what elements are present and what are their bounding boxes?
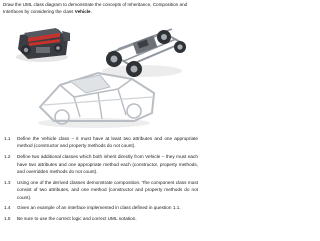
question-item (3, 179, 198, 201)
question-text: Be sure to use the correct logic and correct UML notation. (17, 216, 137, 222)
question-text: Using one of the derived classes demonstrate composition. The component class must consist of two attributes, and one method (constructor and property methods do not count). (17, 179, 198, 200)
question-text: Define the Vehicle class – it must have at least two attributes and one appropriate method (constructor and property methods do not count). (17, 136, 198, 149)
question-number: 1.5 (4, 216, 11, 222)
question-text: Define two additional classes which both inherit directly from Vehicle – they must each have two attributes and one appropriate method each (constructor, property methods, and overridden methods do not count). (17, 154, 198, 175)
question-item (3, 135, 198, 150)
engine-image (16, 28, 70, 62)
chassis-image (102, 29, 186, 77)
instructions-intro (3, 1, 197, 16)
question-item (3, 215, 198, 222)
car-body-frame-image (38, 73, 154, 128)
question-number: 1.1 (4, 136, 11, 141)
vehicle-class-name: Vehicle (74, 9, 91, 15)
question-item (3, 153, 198, 175)
question-number: 1.4 (4, 205, 11, 211)
question-number: 1.2 (4, 154, 11, 160)
question-number: 1.3 (4, 179, 11, 185)
question-list (3, 135, 198, 226)
question-item (3, 204, 198, 211)
question-text: Given an example of an interface implemented in class defined in question 1.1. (17, 205, 181, 211)
vehicle-components-figure (14, 23, 186, 130)
intro-suffix: . (90, 9, 92, 15)
intro-text: Draw the UML class diagram to demonstrate the concepts of Inheritance, Composition and Interfaces by considering the class (3, 2, 188, 15)
vehicle-illustration (14, 23, 186, 130)
